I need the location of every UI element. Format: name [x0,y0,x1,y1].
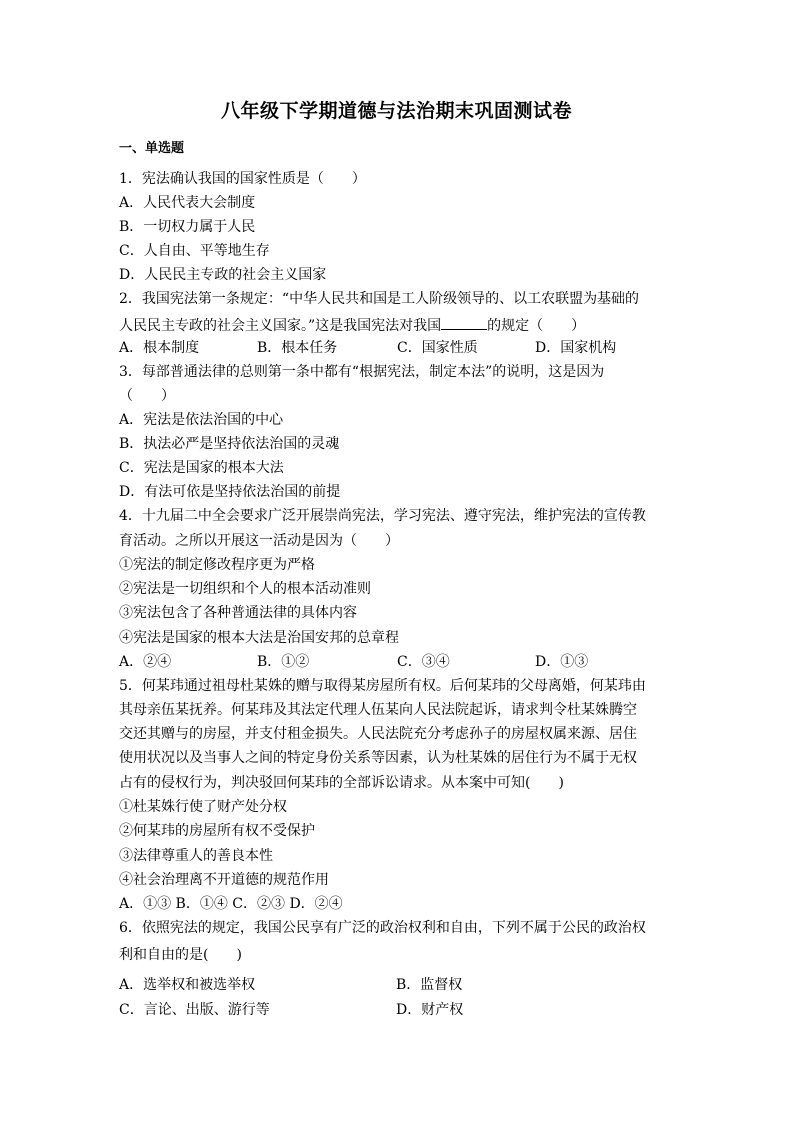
section-heading: 一、单选题 [119,141,185,156]
q4-statement-1: ①宪法的制定修改程序更为严格 [119,557,315,573]
page-title: 八年级下学期道德与法治期末巩固测试卷 [220,100,572,122]
q4-statement-4: ④宪法是国家的根本大法是治国安邦的总章程 [119,630,399,646]
q5-statement-2: ②何某玮的房屋所有权不受保护 [119,823,315,839]
q6-option-d: D．财产权 [396,1002,464,1018]
q6-stem-line2: 利和自由的是( ) [119,947,242,963]
q3-option-a: A．宪法是依法治国的中心 [119,412,284,428]
q3-stem-line2: （ ） [119,388,175,404]
q5-options: A．①③ B．①④ C．②③ D．②④ [119,896,343,912]
q2-stem-line2-a: 人民民主专政的社会主义国家。”这是我国宪法对我国 [119,318,442,334]
q1-option-a: A．人民代表大会制度 [119,195,256,211]
q4-option-a: A．②④ [119,654,172,670]
q2-stem-line2-b: 的规定（ ） [487,318,586,334]
q4-option-c: C．③④ [397,654,450,670]
q6-stem-line1: 6．依照宪法的规定，我国公民享有广泛的政治权利和自由，下列不属于公民的政治权 [119,920,646,936]
q5-stem-line2: 其母亲伍某抚养。何某玮及其法定代理人伍某向人民法院起诉，请求判令杜某姝腾空 [119,702,637,718]
q5-stem-line1: 5．何某玮通过祖母杜某姝的赠与取得某房屋所有权。后何某玮的父母离婚，何某玮由 [119,678,646,694]
q5-stem-line4: 使用状况以及当事人之间的特定身份关系等因素，认为杜某姝的居住行为不属于无权 [119,750,637,766]
q3-option-d: D．有法可依是坚持依法治国的前提 [119,484,341,500]
q5-stem-line3: 交还其赠与的房屋，并支付租金损失。人民法院充分考虑孙子的房屋权属来源、居住 [119,726,637,742]
q6-option-a: A．选举权和被选举权 [119,977,256,993]
q2-stem-line1: 2．我国宪法第一条规定：“中华人民共和国是工人阶级领导的、以工农联盟为基础的 [119,291,640,307]
q6-option-b: B．监督权 [396,977,463,993]
q1-option-b: B．一切权力属于人民 [119,219,256,235]
q3-stem-line1: 3．每部普通法律的总则第一条中都有“根据宪法，制定本法”的说明，这是因为 [119,364,605,380]
q3-option-c: C．宪法是国家的根本大法 [119,460,284,476]
q4-stem-line2: 育活动。之所以开展这一活动是因为（ ） [119,533,399,549]
q5-stem-line5: 占有的侵权行为，判决驳回何某玮的全部诉讼请求。从本案中可知( ) [119,775,564,791]
q2-option-c: C．国家性质 [397,340,478,356]
q4-statement-2: ②宪法是一切组织和个人的根本活动准则 [119,581,371,597]
q6-option-c: C．言论、出版、游行等 [119,1002,270,1018]
q2-option-a: A．根本制度 [119,340,200,356]
q1-option-c: C．人自由、平等地生存 [119,243,270,259]
q3-option-b: B．执法必严是坚持依法治国的灵魂 [119,436,340,452]
q4-option-d: D．①③ [535,654,589,670]
q2-option-b: B．根本任务 [257,340,338,356]
q1-option-d: D．人民民主专政的社会主义国家 [119,267,327,283]
q5-statement-3: ③法律尊重人的善良本性 [119,848,273,864]
q5-statement-1: ①杜某姝行使了财产处分权 [119,799,287,815]
q4-option-b: B．①② [257,654,310,670]
q2-fill-blank [441,315,487,330]
q2-option-d: D．国家机构 [535,340,617,356]
q4-stem-line1: 4．十九届二中全会要求广泛开展崇尚宪法，学习宪法、遵守宪法，维护宪法的宣传教 [119,508,646,524]
q4-statement-3: ③宪法包含了各种普通法律的具体内容 [119,605,357,621]
q5-statement-4: ④社会治理离不开道德的规范作用 [119,872,329,888]
q2-stem-line2 [119,315,585,335]
q1-stem: 1．宪法确认我国的国家性质是（ ） [119,171,366,187]
